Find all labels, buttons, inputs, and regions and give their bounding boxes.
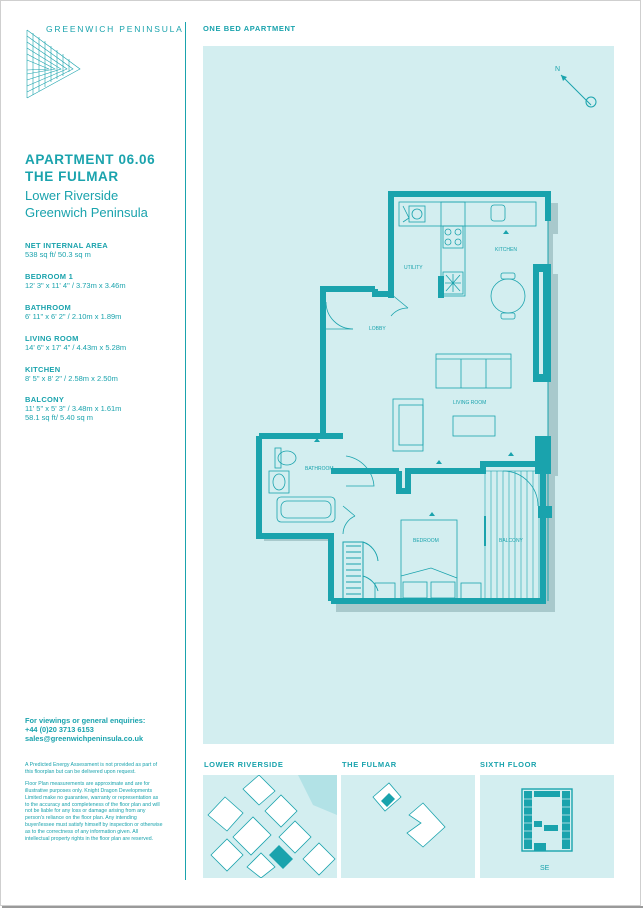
balcony-pier — [535, 436, 551, 474]
spec-kitchen — [25, 365, 118, 383]
spec-heading: BALCONY — [25, 395, 65, 404]
panel-label-the-fulmar: THE FULMAR — [342, 760, 397, 769]
floorplan-drawing — [203, 46, 614, 744]
map-the-fulmar — [341, 775, 475, 878]
phone-link[interactable]: +44 (0)20 3713 6153 — [25, 725, 94, 734]
spec-value: 538 sq ft/ 50.3 sq m — [25, 250, 91, 259]
room-label-utility: UTILITY — [404, 265, 423, 271]
apartment-title — [25, 151, 155, 185]
location-line-2: Greenwich Peninsula — [25, 205, 148, 220]
panel-label-sixth-floor: SIXTH FLOOR — [480, 760, 538, 769]
apartment-number: APARTMENT 06.06 — [25, 152, 156, 167]
disclaimer-measurements: Floor Plan measurements are approximate and are for illustrative purposes only. Knight Dragon Developments Limited make no guarantee, warranty or representation as to the accuracy and completeness of the floor plan and will not be liable for any loss or damage arising from any person's reliance on the floor plan. Any intending buyer/lessee must satisfy himself by inspection or otherwise as to the correctness of any information given. All intellectual property rights in the floor plan are reserved. — [25, 780, 163, 843]
spec-living-room — [25, 334, 126, 352]
spec-value: 11' 5" x 5' 3" / 3.48m x 1.61m — [25, 404, 122, 413]
spec-net-area — [25, 241, 108, 259]
room-label-living: LIVING ROOM — [453, 400, 487, 406]
spec-value: 8' 5" x 8' 2" / 2.58m x 2.50m — [25, 374, 118, 383]
north-label: N — [555, 66, 561, 73]
panel-label-lower-riverside: LOWER RIVERSIDE — [204, 760, 284, 769]
room-label-bathroom: BATHROOM — [305, 466, 334, 472]
spec-bathroom — [25, 303, 121, 321]
greenwich-peninsula-logo — [25, 24, 85, 104]
map-sixth-floor — [480, 775, 614, 878]
map-lower-riverside — [203, 775, 337, 878]
spec-bedroom — [25, 272, 126, 290]
spec-heading: LIVING ROOM — [25, 334, 79, 343]
room-label-balcony: BALCONY — [499, 538, 523, 544]
room-label-bedroom: BEDROOM — [413, 538, 439, 544]
location-line-1: Lower Riverside — [25, 188, 119, 203]
enquiries-block — [25, 716, 145, 743]
apartment-location — [25, 187, 148, 221]
spec-heading: BEDROOM 1 — [25, 272, 74, 281]
enquiries-label: For viewings or general enquiries: — [25, 716, 146, 725]
room-label-kitchen: KITCHEN — [495, 247, 517, 253]
spec-value-area: 58.1 sq ft/ 5.40 sq m — [25, 413, 93, 422]
building-name: THE FULMAR — [25, 169, 119, 184]
column-divider — [185, 22, 186, 880]
spec-value: 6' 11" x 6' 2" / 2.10m x 1.89m — [25, 312, 122, 321]
north-arrow-icon — [561, 75, 596, 107]
spec-heading: BATHROOM — [25, 303, 72, 312]
floorplan-panel — [203, 46, 614, 744]
spec-heading: KITCHEN — [25, 365, 61, 374]
apartment-type: ONE BED APARTMENT — [203, 24, 296, 33]
floor-orientation-label: SE — [540, 865, 550, 872]
spec-balcony — [25, 395, 121, 422]
disclaimer-energy: A Predicted Energy Assessment is not provided as part of this floorplan but can be delivered upon request. — [25, 762, 158, 775]
spec-value: 14' 6" x 17' 4" / 4.43m x 5.28m — [25, 343, 127, 352]
disclaimer — [25, 762, 163, 848]
room-label-lobby: LOBBY — [369, 326, 386, 332]
brand-wordmark: GREENWICH PENINSULA — [46, 24, 184, 34]
email-link[interactable]: sales@greenwichpeninsula.co.uk — [25, 734, 144, 743]
spec-value: 12' 3" x 11' 4" / 3.73m x 3.46m — [25, 281, 126, 290]
balcony-post — [538, 506, 552, 518]
spec-heading: NET INTERNAL AREA — [25, 241, 109, 250]
